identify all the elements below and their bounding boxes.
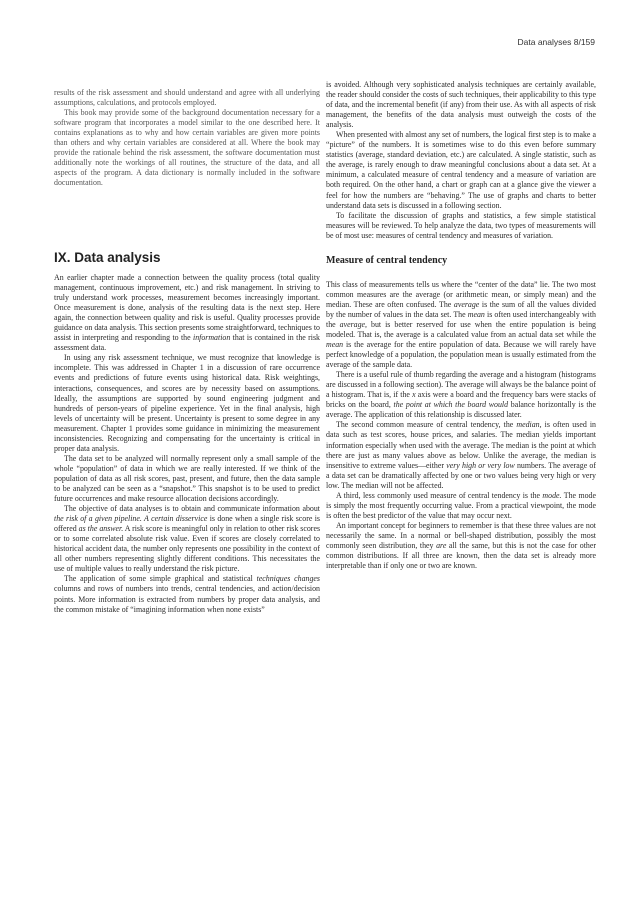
left-column-intro xyxy=(54,88,320,188)
paragraph: The data set to be analyzed will normally represent only a small sample of the whole “population” of data in which we are really interested. If we think of the population of data as all risk scores, past, present, and future, then the data sample to be analyzed can be seen as a “snapshot.” This snapshot is to be used to predict future occurrences and make resource allocation decisions accordingly. xyxy=(54,453,320,504)
paragraph: The application of some simple graphical and statistical techniques changes columns and rows of numbers into trends, central tendencies, and action/decision points. More information is extracted from numbers by proper data analysis, and the common mistake of “imagining information when none exists” xyxy=(54,574,320,614)
paragraph: In using any risk assessment technique, we must recognize that knowledge is incomplete. This was addressed in Chapter 1 in a discussion of rare occurrence events and predictions of future events using historical data. Risk weightings, interactions, consequences, and scores are by necessity based on assumptions. Ideally, the assumptions are supported by sound engineering judgment and hundreds of person-years of pipeline experience. Yet in the final analysis, high levels of uncertainty will be present. Uncertainty is present to some degree in any measurement. Chapter 1 provides some guidance in minimizing the measurement inconsistencies. Recognizing and compensating for the uncertainty is critical in proper data analysis. xyxy=(54,353,320,453)
paragraph: To facilitate the discussion of graphs and statistics, a few simple statistical measures will be reviewed. To help analyze the data, two types of measurements will be of most use: measures of central tendency and measures of variation. xyxy=(326,210,596,240)
running-header: Data analyses 8/159 xyxy=(517,37,595,47)
paragraph: There is a useful rule of thumb regarding the average and a histogram (histograms are discussed in a following section). The average will always be the balance point of a histogram. That is, if the x axis were a board and the frequency bars were stacks of bricks on the board, the point at which the board would balance horizontally is the average. The application of this relationship is discussed later. xyxy=(326,370,596,420)
paragraph: An important concept for beginners to remember is that these three values are not necessarily the same. In a normal or bell-shaped distribution, possibly the most commonly seen distribution, they are all the same, but this is not the case for other common distributions. If all three are known, then the data set is already more interpretable than if only one or two are known. xyxy=(326,520,597,571)
paragraph: The objective of data analyses is to obtain and communicate information about the risk of a given pipeline. A certain disservice is done when a single risk score is offered as the answer. A risk score is meaningful only in relation to other risk scores or to some correlated absolute risk value. Even if scores are closely correlated to historical accident data, the number only represents one possibility in the context of all other numbers representing slightly different conditions. This necessitates the use of multiple values to really understand the risk picture. xyxy=(54,504,321,574)
paragraph: An earlier chapter made a connection between the quality process (total quality management, continuous improvement, etc.) and risk management. In striving to truly understand work processes, measurement becomes increasingly important. Once measurement is done, analysis of the resulting data is the next step. Here again, the connection between quality and risk is useful. Quality processes provide guidance on data analysis. This section presents some straightforward, techniques to assist in interpreting and responding to the information that is contained in the risk assessment data. xyxy=(54,273,321,353)
paragraph: This book may provide some of the background documentation necessary for a software program that incorporates a model similar to the one described here. It contains explanations as to why and how certain variables are given more points than others and why certain variables are considered at all. Where the book may provide the rationale behind the risk assessment, the software documentation must additionally note the workings of all routines, the structure of the data, and all aspects of the program. A data dictionary is normally included in the software documentation. xyxy=(54,108,320,188)
right-column xyxy=(326,80,596,571)
paragraph: The second common measure of central tendency, the median, is often used in data such as test scores, house prices, and salaries. The median yields important information especially when used with the average. The median is the point at which there are just as many values above as below. Unlike the average, the median is insensitive to extreme values—either very high or very low numbers. The average of a data set can be dramatically affected by one or two values being very high or very low. The median will not be affected. xyxy=(326,420,597,490)
paragraph: is avoided. Although very sophisticated analysis techniques are certainly available, the reader should consider the costs of such techniques, their applicability to this type of data, and the incremental benefit (if any) from their use. As with all aspects of risk management, the benefits of the data analysis must outweigh the costs of the analysis. xyxy=(326,80,596,130)
section-title: IX. Data analysis xyxy=(54,250,161,265)
subsection-title: Measure of central tendency xyxy=(326,254,448,266)
paragraph: results of the risk assessment and should understand and agree with all underlying assumptions, calculations, and protocols employed. xyxy=(54,88,320,108)
paragraph: This class of measurements tells us where the “center of the data” lie. The two most common measures are the average (or arithmetic mean, or simply mean) and the median. These are often confused. The average is the sum of all the values divided by the number of values in the data set. The mean is often used interchangeably with the average, but is better reserved for use when the entire population is being modeled. That is, the average is a calculated value from an actual data set while the mean is the average for the entire population of data. Because we will rarely have perfect knowledge of a population, the population mean is usually estimated from the average of the sample data. xyxy=(326,279,596,370)
left-column-body xyxy=(54,273,320,615)
paragraph: A third, less commonly used measure of central tendency is the mode. The mode is simply the most frequently occurring value. From a practical viewpoint, the mode is often the best predictor of the value that may occur next. xyxy=(326,490,596,520)
paragraph: When presented with almost any set of numbers, the logical first step is to make a “picture” of the numbers. It is sometimes wise to do this even before summary statistics (average, standard deviation, etc.) are calculated. A single statistic, such as the average, is rarely enough to draw meaningful conclusions about a data set. At a minimum, a calculated measure of central tendency and a measure of variation are both required. On the other hand, a chart or graph can at a glance give the viewer a feel for how the numbers are “behaving.” The use of graphs and charts to better understand data sets is discussed in a following section. xyxy=(326,130,596,210)
